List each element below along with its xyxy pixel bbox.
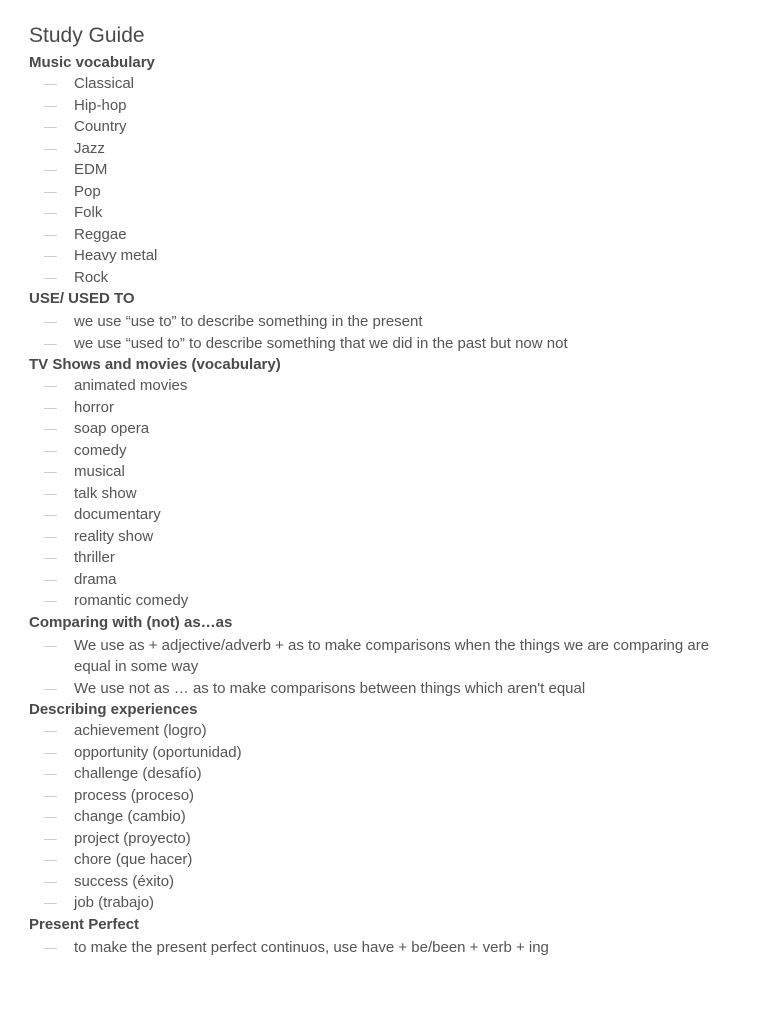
- list-item[interactable]: [29, 742, 739, 764]
- dash-bullet-icon: —: [44, 378, 57, 393]
- dash-bullet-icon: —: [44, 399, 57, 415]
- list-item[interactable]: [29, 311, 739, 333]
- list-item[interactable]: [29, 418, 739, 440]
- dash-bullet-icon: —: [44, 335, 57, 351]
- list-item-text: comedy: [74, 441, 127, 459]
- list-item[interactable]: [29, 440, 739, 462]
- list-item[interactable]: [29, 720, 739, 742]
- list-item[interactable]: [29, 202, 739, 224]
- section-comparing-as-as: [29, 612, 739, 700]
- dash-bullet-icon: —: [44, 269, 57, 285]
- list-item-text: Heavy metal: [74, 247, 158, 264]
- dash-bullet-icon: —: [44, 571, 57, 587]
- list-item[interactable]: [29, 483, 739, 505]
- list-item-text: project (proyecto): [74, 829, 191, 847]
- dash-bullet-icon: —: [44, 787, 57, 803]
- list-item-text: achievement (logro): [74, 722, 207, 739]
- dash-bullet-icon: —: [44, 205, 57, 220]
- list-item-text: We use not as … as to make comparisons between things which aren't equal: [74, 679, 586, 697]
- dash-bullet-icon: —: [44, 421, 57, 436]
- dash-bullet-icon: —: [44, 140, 57, 156]
- list-item-text: Reggae: [74, 225, 127, 243]
- list-item-text: Country: [74, 118, 127, 135]
- section-heading[interactable]: Music vocabulary: [29, 54, 155, 71]
- dash-bullet-icon: —: [44, 766, 57, 781]
- note-title[interactable]: Study Guide: [29, 24, 145, 47]
- list-item[interactable]: [29, 116, 739, 138]
- note-body[interactable]: [29, 22, 739, 958]
- list-item[interactable]: [29, 785, 739, 807]
- list-item-text: soap opera: [74, 420, 150, 437]
- list-item-text: Folk: [74, 204, 103, 221]
- dash-bullet-icon: —: [44, 183, 57, 199]
- list-item[interactable]: [29, 267, 739, 289]
- section-music-vocabulary: [29, 52, 739, 288]
- section-use-used-to: [29, 288, 739, 354]
- dash-bullet-icon: —: [44, 119, 57, 134]
- list-item-text: Pop: [74, 182, 101, 200]
- section-present-perfect: [29, 914, 739, 959]
- list-item[interactable]: [29, 245, 739, 267]
- bullet-list: [29, 937, 739, 959]
- bullet-list: [29, 375, 739, 612]
- list-item[interactable]: [29, 849, 739, 871]
- list-item[interactable]: [29, 569, 739, 591]
- list-item[interactable]: [29, 461, 739, 483]
- list-item[interactable]: [29, 181, 739, 203]
- section-heading[interactable]: USE/ USED TO: [29, 290, 135, 307]
- section-tv-shows-movies: [29, 354, 739, 612]
- dash-bullet-icon: —: [44, 680, 57, 696]
- bullet-list: [29, 720, 739, 914]
- list-item[interactable]: [29, 892, 739, 914]
- list-item-text: Classical: [74, 75, 135, 92]
- list-item[interactable]: [29, 504, 739, 526]
- list-item-text: documentary: [74, 506, 161, 523]
- list-item[interactable]: [29, 763, 739, 785]
- list-item-text: success (éxito): [74, 872, 175, 890]
- list-item-text: horror: [74, 398, 115, 416]
- dash-bullet-icon: —: [44, 97, 57, 113]
- dash-bullet-icon: —: [44, 593, 57, 608]
- list-item[interactable]: [29, 375, 739, 397]
- list-item[interactable]: [29, 526, 739, 548]
- bullet-list: [29, 311, 739, 354]
- list-item-text: musical: [74, 463, 125, 480]
- list-item-text: to make the present perfect continuos, use have + be/been + verb + ing: [74, 938, 549, 956]
- list-item-text: process (proceso): [74, 786, 195, 804]
- list-item[interactable]: [29, 397, 739, 419]
- list-item-text: We use as + adjective/adverb + as to make comparisons when the things we are comparing are equal in some way: [74, 636, 710, 675]
- bullet-list: [29, 73, 739, 288]
- list-item[interactable]: [29, 678, 739, 700]
- list-item[interactable]: [29, 828, 739, 850]
- list-item[interactable]: [29, 159, 739, 181]
- list-item-text: job (trabajo): [74, 894, 155, 911]
- dash-bullet-icon: —: [44, 744, 57, 760]
- list-item-text: Hip-hop: [74, 96, 127, 114]
- list-item-text: thriller: [74, 549, 115, 566]
- list-item[interactable]: [29, 806, 739, 828]
- list-item-text: reality show: [74, 527, 154, 545]
- dash-bullet-icon: —: [44, 464, 57, 479]
- list-item-text: romantic comedy: [74, 592, 189, 609]
- dash-bullet-icon: —: [44, 550, 57, 565]
- list-item[interactable]: [29, 635, 739, 678]
- dash-bullet-icon: —: [44, 873, 57, 889]
- list-item-text: talk show: [74, 484, 137, 502]
- list-item[interactable]: [29, 138, 739, 160]
- list-item[interactable]: [29, 73, 739, 95]
- list-item[interactable]: [29, 224, 739, 246]
- section-heading[interactable]: TV Shows and movies (vocabulary): [29, 356, 281, 373]
- dash-bullet-icon: —: [44, 507, 57, 522]
- dash-bullet-icon: —: [44, 939, 57, 955]
- list-item-text: drama: [74, 570, 117, 588]
- dash-bullet-icon: —: [44, 314, 57, 329]
- dash-bullet-icon: —: [44, 852, 57, 867]
- list-item[interactable]: [29, 333, 739, 355]
- list-item-text: Rock: [74, 268, 109, 286]
- section-heading[interactable]: Present Perfect: [29, 915, 140, 933]
- dash-bullet-icon: —: [44, 485, 57, 501]
- dash-bullet-icon: —: [44, 248, 57, 263]
- list-item-text: opportunity (oportunidad): [74, 743, 242, 761]
- dash-bullet-icon: —: [44, 895, 57, 910]
- section-heading[interactable]: Describing experiences: [29, 701, 198, 718]
- dash-bullet-icon: —: [44, 637, 57, 653]
- list-item[interactable]: [29, 871, 739, 893]
- list-item-text: challenge (desafío): [74, 765, 202, 782]
- section-describing-experiences: [29, 699, 739, 914]
- bullet-list: [29, 635, 739, 700]
- dash-bullet-icon: —: [44, 830, 57, 846]
- list-item-text: Jazz: [74, 139, 105, 157]
- list-item[interactable]: [29, 590, 739, 612]
- dash-bullet-icon: —: [44, 162, 57, 177]
- dash-bullet-icon: —: [44, 723, 57, 738]
- list-item[interactable]: [29, 547, 739, 569]
- list-item-text: animated movies: [74, 377, 188, 394]
- list-item-text: EDM: [74, 161, 108, 178]
- list-item-text: change (cambio): [74, 808, 186, 825]
- dash-bullet-icon: —: [44, 528, 57, 544]
- dash-bullet-icon: —: [44, 809, 57, 824]
- list-item[interactable]: [29, 937, 739, 959]
- section-heading[interactable]: Comparing with (not) as…as: [29, 613, 233, 631]
- dash-bullet-icon: —: [44, 226, 57, 242]
- list-item-text: we use “use to” to describe something in the present: [74, 313, 423, 330]
- list-item[interactable]: [29, 95, 739, 117]
- list-item-text: chore (que hacer): [74, 851, 193, 868]
- dash-bullet-icon: —: [44, 76, 57, 91]
- dash-bullet-icon: —: [44, 442, 57, 458]
- list-item-text: we use “used to” to describe something that we did in the past but now not: [74, 334, 568, 352]
